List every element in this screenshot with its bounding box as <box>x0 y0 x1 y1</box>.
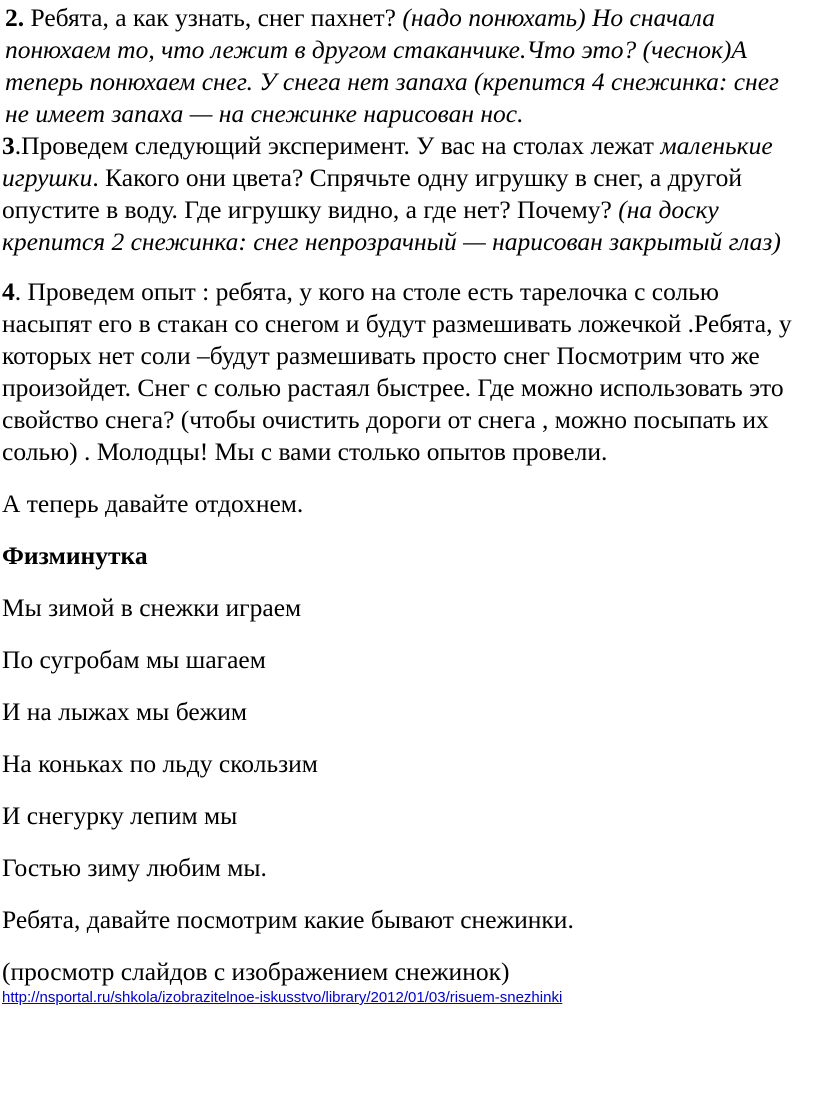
paragraph-2-italic: (надо понюхать) Но сначала понюхаем то, что лежит в другом стаканчике.Что это? (чеснок)А теперь понюхаем снег. У снега нет запаха (крепится 4 снежинка: снег не имеет запаха — на снежинке нарисован нос. <box>5 3 779 128</box>
paragraph-3-italic-1: маленькие игрушки <box>2 131 773 192</box>
paragraph-3-text-2: . Какого они цвета? Спрячьте одну игрушку в снег, а другой опустите в воду. Где игрушку видно, а где нет? Почему? <box>2 163 742 224</box>
snowflakes-line: Ребята, давайте посмотрим какие бывают снежинки. <box>2 905 574 934</box>
paragraph-2 <box>2 2 806 130</box>
paragraph-2-text: Ребята, а как узнать, снег пахнет? <box>24 3 403 32</box>
poem-line: И снегурку лепим мы <box>2 801 238 830</box>
paragraph-4 <box>2 276 806 468</box>
paragraph-4-text: . Проведем опыт : ребята, у кого на столе есть тарелочка с солью насыпят его в стакан со снегом и будут размешивать ложечкой .Ребята, у которых нет соли –будут размешивать просто снег Посмотрим что же произойдет. Снег с солью растаял быстрее. Где можно использовать это свойство снега? (чтобы очистить дороги от снега , можно посыпать их солью) . Молодцы! Мы с вами столько опытов провели. <box>2 277 792 466</box>
poem-line: По сугробам мы шагаем <box>2 645 266 674</box>
poem-line: Гостью зиму любим мы. <box>2 853 267 882</box>
rest-line: А теперь давайте отдохнем. <box>2 489 304 518</box>
paragraph-3-number: 3 <box>2 131 15 160</box>
source-link[interactable]: http://nsportal.ru/shkola/izobrazitelnoe-iskusstvo/library/2012/01/03/risuem-snezhinki <box>2 989 563 1006</box>
poem-line: И на лыжах мы бежим <box>2 697 248 726</box>
paragraph-3 <box>2 130 806 258</box>
paragraph-3-italic-2: (на доску крепится 2 снежинка: снег непрозрачный — нарисован закрытый глаз) <box>2 195 781 256</box>
paragraph-4-number: 4 <box>2 277 15 306</box>
paragraph-3-text-1: .Проведем следующий эксперимент. У вас на столах лежат <box>14 131 661 160</box>
poem-line: Мы зимой в снежки играем <box>2 593 302 622</box>
section-heading: Физминутка <box>2 541 148 570</box>
paragraph-2-number: 2. <box>5 3 25 32</box>
poem-line: На коньках по льду скользим <box>2 749 318 778</box>
slides-line: (просмотр слайдов с изображением снежинок) <box>2 957 510 986</box>
